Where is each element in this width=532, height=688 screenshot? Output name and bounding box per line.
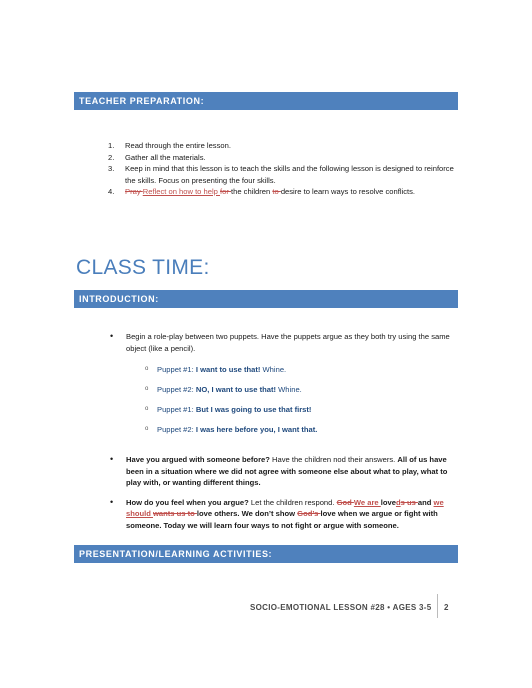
circle-bullet-icon: o [145, 426, 149, 432]
puppet-dialogue-list [126, 364, 458, 444]
list-item: • Begin a role-play between two puppets. Have the puppets argue as they both try using the same object (like a pencil). o Puppet #1: I want to use that! Whine. o Puppet #2: NO, I want to use that! Whine. o Puppet #1: But I was going to use that first! o Puppet #2: I was here before you, I want that. [110, 331, 458, 444]
tracked-insertion: We are [353, 497, 381, 507]
section-header-presentation: PRESENTATION/LEARNING ACTIVITIES: [74, 545, 458, 563]
tracked-deletion: wants us to [153, 509, 197, 518]
bullet-icon: • [110, 496, 114, 507]
list-item: o Puppet #2: NO, I want to use that! Whine. [145, 385, 302, 394]
tracked-deletion: for [220, 187, 231, 196]
bullet-icon: • [110, 454, 114, 464]
page-number: 2 [444, 603, 449, 612]
footer-divider [437, 594, 438, 618]
introduction-list [110, 331, 458, 539]
tracked-deletion: God [336, 497, 354, 507]
section-header-teacher-preparation: TEACHER PREPARATION: [74, 92, 458, 110]
class-time-heading: CLASS TIME: [76, 256, 210, 279]
section-header-introduction: INTRODUCTION: [74, 290, 458, 308]
circle-bullet-icon: o [145, 406, 149, 412]
circle-bullet-icon: o [145, 386, 149, 392]
list-item: • Have you argued with someone before? Have the children nod their answers. All of us have been in a situation where we did not agree with someone else about what to play, what to play with, or wanting different things. [110, 454, 448, 487]
tracked-deletion: Pray [125, 187, 143, 196]
list-item: 1. Read through the entire lesson. [108, 141, 231, 150]
tracked-deletion: God’s [297, 509, 321, 518]
tracked-deletion: to [272, 187, 281, 196]
tracked-insertion: d [395, 497, 401, 507]
teacher-preparation-list [108, 140, 458, 198]
footer-lesson-title: SOCIO-EMOTIONAL LESSON #28 • AGES 3-5 [250, 603, 432, 612]
tracked-insertion: we should [126, 497, 444, 518]
list-item: o Puppet #1: But I was going to use that first! [145, 405, 312, 414]
list-item: o Puppet #1: I want to use that! Whine. [145, 365, 287, 374]
bullet-icon: • [110, 331, 114, 341]
tracked-insertion: Reflect on how to help [142, 187, 220, 196]
list-item: 3. Keep in mind that this lesson is to teach the skills and the following lesson is designed to reinforce the skills. Focus on presenting the four skills. [108, 164, 454, 185]
tracked-deletion: s us [400, 497, 418, 507]
list-item: • How do you feel when you argue? Let the children respond. God We are loveds us and we should wants us to love others. We don’t show God’s love when we argue or fight with someone. Today we will learn four ways to not fight or argue with someone. [110, 496, 444, 530]
list-item: 4. Pray Reflect on how to help for the children to desire to learn ways to resolve conflicts. [108, 187, 416, 196]
circle-bullet-icon: o [145, 366, 149, 372]
list-item: 2. Gather all the materials. [108, 152, 206, 162]
list-item: o Puppet #2: I was here before you, I want that. [145, 425, 318, 434]
